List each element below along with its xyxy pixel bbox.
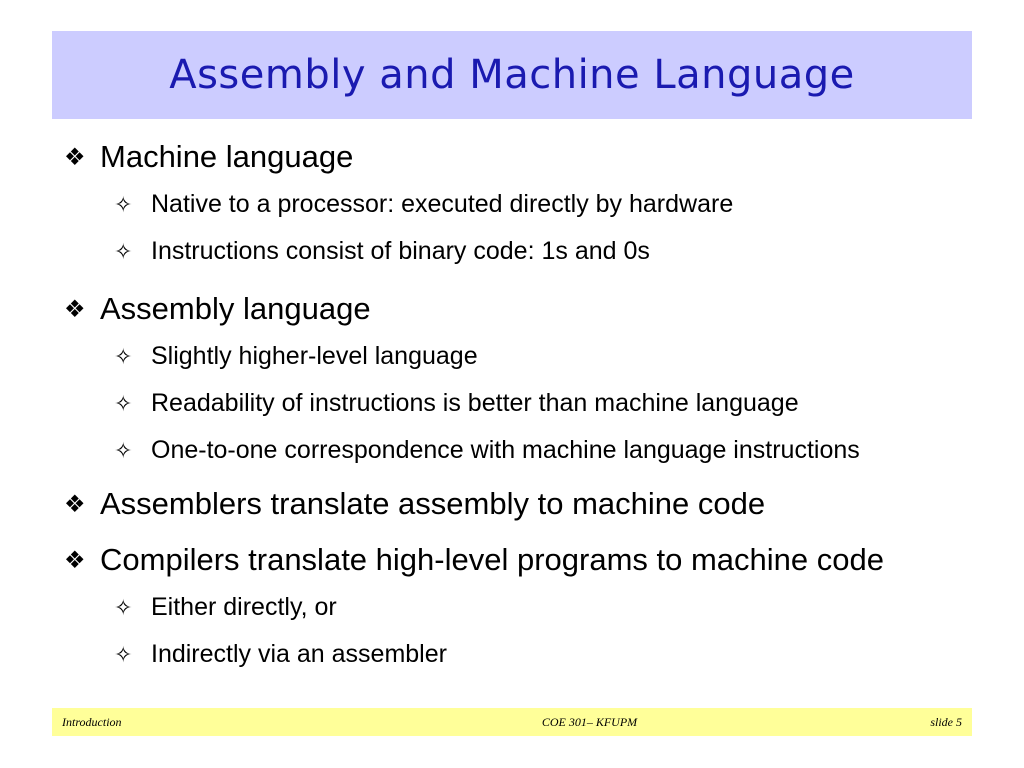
star-bullet-icon: ✧ bbox=[114, 641, 133, 667]
star-bullet-icon: ✧ bbox=[114, 594, 133, 620]
sub-bullet-text: Instructions consist of binary code: 1s and 0s bbox=[151, 237, 650, 265]
footer-section-name: Introduction bbox=[62, 715, 122, 729]
bullet-assembly-language bbox=[64, 285, 984, 333]
bullet-text: Assemblers translate assembly to machine code bbox=[100, 486, 766, 521]
sub-bullet bbox=[64, 181, 984, 228]
star-bullet-icon: ✧ bbox=[114, 390, 133, 416]
sub-bullet bbox=[64, 427, 984, 474]
bullet-text: Machine language bbox=[100, 139, 354, 174]
sub-bullet bbox=[64, 228, 984, 275]
sub-bullet bbox=[64, 380, 984, 427]
sub-bullet-text: Indirectly via an assembler bbox=[151, 640, 447, 668]
diamond-bullet-icon: ❖ bbox=[64, 490, 86, 518]
footer-course: COE 301– KFUPM bbox=[541, 715, 638, 729]
diamond-bullet-icon: ❖ bbox=[64, 546, 86, 574]
sub-bullet-text: Slightly higher-level language bbox=[151, 342, 478, 370]
diamond-bullet-icon: ❖ bbox=[64, 143, 86, 171]
star-bullet-icon: ✧ bbox=[114, 191, 133, 217]
footer-slide-number: slide 5 bbox=[930, 715, 962, 729]
bullet-text: Compilers translate high-level programs to machine code bbox=[100, 542, 884, 577]
diamond-bullet-icon: ❖ bbox=[64, 295, 86, 323]
star-bullet-icon: ✧ bbox=[114, 343, 133, 369]
bullet-machine-language bbox=[64, 133, 984, 181]
bullet-assemblers bbox=[64, 480, 984, 528]
sub-bullet-text: One-to-one correspondence with machine language instructions bbox=[151, 436, 860, 464]
star-bullet-icon: ✧ bbox=[114, 238, 133, 264]
star-bullet-icon: ✧ bbox=[114, 437, 133, 463]
sub-bullet-text: Either directly, or bbox=[151, 593, 337, 621]
footer-bar bbox=[52, 708, 972, 736]
title-bar bbox=[52, 31, 972, 119]
sub-bullet bbox=[64, 631, 984, 678]
sub-bullet bbox=[64, 584, 984, 631]
slide-title: Assembly and Machine Language bbox=[169, 52, 855, 98]
sub-bullet-text: Readability of instructions is better than machine language bbox=[151, 389, 799, 417]
sub-bullet-text: Native to a processor: executed directly by hardware bbox=[151, 190, 734, 218]
bullet-text: Assembly language bbox=[100, 291, 371, 326]
sub-bullet bbox=[64, 333, 984, 380]
slide-content bbox=[64, 133, 984, 678]
bullet-compilers bbox=[64, 536, 984, 584]
